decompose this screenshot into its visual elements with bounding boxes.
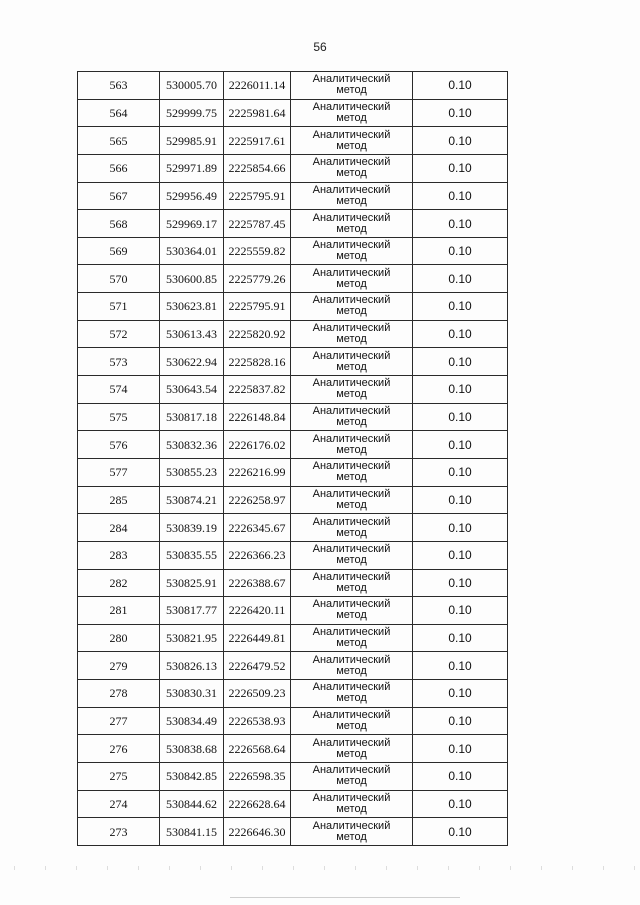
method-cell: [291, 680, 413, 708]
x-coordinate-cell: 530825.91: [160, 569, 224, 597]
y-coordinate-cell: 2226011.14: [224, 72, 291, 100]
method-cell: [291, 707, 413, 735]
method-cell: [291, 72, 413, 100]
x-coordinate-cell: 530613.43: [160, 320, 224, 348]
y-coordinate-cell: 2225828.16: [224, 348, 291, 376]
accuracy-cell: 0.10: [413, 707, 508, 735]
y-coordinate-cell: 2226598.35: [224, 763, 291, 791]
x-coordinate-cell: 530643.54: [160, 376, 224, 404]
method-label-line2: метод: [336, 692, 367, 705]
table-row: [78, 818, 508, 846]
method-label-line2: метод: [336, 609, 367, 622]
method-label-line1: Аналитический: [312, 128, 391, 141]
method-label-line2: метод: [336, 637, 367, 650]
x-coordinate-cell: 529971.89: [160, 154, 224, 182]
accuracy-cell: 0.10: [413, 652, 508, 680]
accuracy-cell: 0.10: [413, 763, 508, 791]
method-label-line1: Аналитический: [312, 598, 391, 611]
x-coordinate-cell: 529969.17: [160, 210, 224, 238]
method-label-line2: метод: [336, 830, 367, 843]
page-number: 56: [313, 40, 327, 54]
point-number-cell: 566: [78, 154, 160, 182]
method-label-line2: метод: [336, 416, 367, 428]
accuracy-cell: 0.10: [413, 597, 508, 625]
x-coordinate-cell: 530005.70: [160, 72, 224, 100]
y-coordinate-cell: 2226258.97: [224, 486, 291, 514]
x-coordinate-cell: 530622.94: [160, 348, 224, 376]
method-label-line2: метод: [336, 747, 367, 760]
method-label-line2: метод: [336, 360, 367, 373]
table-row: [78, 569, 508, 597]
point-number-cell: 568: [78, 210, 160, 238]
method-label-line1: Аналитический: [312, 266, 391, 279]
table-row: [78, 320, 508, 348]
point-number-cell: 576: [78, 431, 160, 459]
table-row: [78, 790, 508, 818]
accuracy-cell: 0.10: [413, 265, 508, 293]
method-label-line2: метод: [336, 720, 367, 733]
x-coordinate-cell: 530817.18: [160, 403, 224, 431]
method-cell: [291, 458, 413, 486]
x-coordinate-cell: 530842.85: [160, 763, 224, 791]
x-coordinate-cell: 530855.23: [160, 458, 224, 486]
table-row: [78, 735, 508, 763]
method-cell: [291, 569, 413, 597]
method-cell: [291, 265, 413, 293]
method-label-line1: Аналитический: [312, 405, 391, 417]
coordinates-table-body: [78, 72, 508, 846]
y-coordinate-cell: 2226216.99: [224, 458, 291, 486]
accuracy-cell: 0.10: [413, 237, 508, 265]
y-coordinate-cell: 2225837.82: [224, 376, 291, 404]
accuracy-cell: 0.10: [413, 320, 508, 348]
method-label-line1: Аналитический: [312, 709, 391, 722]
method-cell: [291, 790, 413, 818]
method-label-line1: Аналитический: [312, 681, 391, 694]
method-cell: [291, 735, 413, 763]
method-label-line1: Аналитический: [312, 791, 391, 804]
table-row: [78, 127, 508, 155]
x-coordinate-cell: 530600.85: [160, 265, 224, 293]
x-coordinate-cell: 530835.55: [160, 541, 224, 569]
table-row: [78, 458, 508, 486]
method-label-line2: метод: [336, 333, 367, 346]
method-label-line1: Аналитический: [312, 736, 391, 749]
method-cell: [291, 154, 413, 182]
point-number-cell: 283: [78, 541, 160, 569]
x-coordinate-cell: 530834.49: [160, 707, 224, 735]
x-coordinate-cell: 530826.13: [160, 652, 224, 680]
method-label-line2: метод: [336, 775, 367, 788]
table-row: [78, 763, 508, 791]
method-label-line2: метод: [336, 443, 367, 456]
method-label-line2: метод: [336, 498, 367, 511]
table-row: [78, 72, 508, 100]
x-coordinate-cell: 530830.31: [160, 680, 224, 708]
point-number-cell: 275: [78, 763, 160, 791]
y-coordinate-cell: 2226568.64: [224, 735, 291, 763]
point-number-cell: 274: [78, 790, 160, 818]
method-cell: [291, 182, 413, 210]
method-label-line1: Аналитический: [312, 626, 391, 639]
x-coordinate-cell: 529985.91: [160, 127, 224, 155]
accuracy-cell: 0.10: [413, 818, 508, 846]
accuracy-cell: 0.10: [413, 458, 508, 486]
method-label-line1: Аналитический: [312, 211, 391, 224]
method-label-line1: Аналитический: [312, 100, 391, 113]
point-number-cell: 563: [78, 72, 160, 100]
table-row: [78, 597, 508, 625]
y-coordinate-cell: 2226449.81: [224, 624, 291, 652]
table-row: [78, 541, 508, 569]
x-coordinate-cell: 530832.36: [160, 431, 224, 459]
y-coordinate-cell: 2226479.52: [224, 652, 291, 680]
x-coordinate-cell: 530844.62: [160, 790, 224, 818]
method-label-line2: метод: [336, 554, 367, 567]
method-label-line1: Аналитический: [312, 460, 391, 473]
accuracy-cell: 0.10: [413, 127, 508, 155]
point-number-cell: 564: [78, 99, 160, 127]
method-cell: [291, 541, 413, 569]
method-label-line2: метод: [336, 277, 367, 290]
method-label-line1: Аналитический: [312, 377, 391, 390]
method-label-line2: метод: [336, 222, 367, 235]
x-coordinate-cell: 530838.68: [160, 735, 224, 763]
y-coordinate-cell: 2226538.93: [224, 707, 291, 735]
method-label-line2: метод: [336, 194, 367, 207]
point-number-cell: 282: [78, 569, 160, 597]
y-coordinate-cell: 2226628.64: [224, 790, 291, 818]
table-row: [78, 99, 508, 127]
y-coordinate-cell: 2225981.64: [224, 99, 291, 127]
y-coordinate-cell: 2225559.82: [224, 237, 291, 265]
point-number-cell: 280: [78, 624, 160, 652]
table-row: [78, 210, 508, 238]
method-label-line2: метод: [336, 471, 367, 484]
y-coordinate-cell: 2225779.26: [224, 265, 291, 293]
method-label-line1: Аналитический: [312, 322, 391, 335]
method-cell: [291, 376, 413, 404]
accuracy-cell: 0.10: [413, 569, 508, 597]
accuracy-cell: 0.10: [413, 735, 508, 763]
method-label-line1: Аналитический: [312, 653, 391, 666]
accuracy-cell: 0.10: [413, 182, 508, 210]
accuracy-cell: 0.10: [413, 210, 508, 238]
method-cell: [291, 210, 413, 238]
accuracy-cell: 0.10: [413, 348, 508, 376]
accuracy-cell: 0.10: [413, 72, 508, 100]
x-coordinate-cell: 530364.01: [160, 237, 224, 265]
scan-noise: [0, 866, 640, 870]
method-label-line1: Аналитический: [312, 73, 391, 86]
table-row: [78, 182, 508, 210]
x-coordinate-cell: 530623.81: [160, 293, 224, 321]
method-cell: [291, 486, 413, 514]
y-coordinate-cell: 2225854.66: [224, 154, 291, 182]
method-label-line2: метод: [336, 250, 367, 263]
table-row: [78, 265, 508, 293]
x-coordinate-cell: 530821.95: [160, 624, 224, 652]
y-coordinate-cell: 2226366.23: [224, 541, 291, 569]
table-row: [78, 376, 508, 404]
accuracy-cell: 0.10: [413, 154, 508, 182]
x-coordinate-cell: 530817.77: [160, 597, 224, 625]
x-coordinate-cell: 529999.75: [160, 99, 224, 127]
point-number-cell: 284: [78, 514, 160, 542]
method-label-line2: метод: [336, 388, 367, 401]
table-row: [78, 293, 508, 321]
accuracy-cell: 0.10: [413, 680, 508, 708]
accuracy-cell: 0.10: [413, 99, 508, 127]
y-coordinate-cell: 2226388.67: [224, 569, 291, 597]
table-row: [78, 486, 508, 514]
x-coordinate-cell: 530841.15: [160, 818, 224, 846]
point-number-cell: 277: [78, 707, 160, 735]
method-label-line2: метод: [336, 305, 367, 318]
method-label-line1: Аналитический: [312, 543, 391, 556]
x-coordinate-cell: 529956.49: [160, 182, 224, 210]
method-cell: [291, 514, 413, 542]
point-number-cell: 572: [78, 320, 160, 348]
scan-edge-line: [230, 897, 460, 898]
method-cell: [291, 99, 413, 127]
point-number-cell: 281: [78, 597, 160, 625]
method-label-line2: метод: [336, 139, 367, 152]
coordinates-table: [77, 71, 508, 846]
table-row: [78, 154, 508, 182]
method-cell: [291, 127, 413, 155]
method-label-line2: метод: [336, 167, 367, 180]
point-number-cell: 276: [78, 735, 160, 763]
y-coordinate-cell: 2226420.11: [224, 597, 291, 625]
y-coordinate-cell: 2226176.02: [224, 431, 291, 459]
point-number-cell: 565: [78, 127, 160, 155]
point-number-cell: 571: [78, 293, 160, 321]
point-number-cell: 577: [78, 458, 160, 486]
accuracy-cell: 0.10: [413, 514, 508, 542]
point-number-cell: 569: [78, 237, 160, 265]
method-cell: [291, 320, 413, 348]
accuracy-cell: 0.10: [413, 790, 508, 818]
point-number-cell: 573: [78, 348, 160, 376]
table-row: [78, 680, 508, 708]
point-number-cell: 575: [78, 403, 160, 431]
table-row: [78, 237, 508, 265]
point-number-cell: 567: [78, 182, 160, 210]
y-coordinate-cell: 2225917.61: [224, 127, 291, 155]
table-row: [78, 624, 508, 652]
method-cell: [291, 237, 413, 265]
y-coordinate-cell: 2225795.91: [224, 182, 291, 210]
table-row: [78, 652, 508, 680]
y-coordinate-cell: 2226646.30: [224, 818, 291, 846]
method-cell: [291, 652, 413, 680]
y-coordinate-cell: 2225820.92: [224, 320, 291, 348]
method-label-line1: Аналитический: [312, 239, 391, 252]
method-label-line1: Аналитический: [312, 432, 391, 445]
accuracy-cell: 0.10: [413, 541, 508, 569]
method-cell: [291, 763, 413, 791]
y-coordinate-cell: 2226148.84: [224, 403, 291, 431]
x-coordinate-cell: 530839.19: [160, 514, 224, 542]
method-label-line2: метод: [336, 526, 367, 539]
method-cell: [291, 293, 413, 321]
table-row: [78, 431, 508, 459]
table-row: [78, 514, 508, 542]
accuracy-cell: 0.10: [413, 431, 508, 459]
y-coordinate-cell: 2226345.67: [224, 514, 291, 542]
method-label-line1: Аналитический: [312, 183, 391, 196]
method-cell: [291, 348, 413, 376]
table-row: [78, 707, 508, 735]
method-cell: [291, 624, 413, 652]
point-number-cell: 273: [78, 818, 160, 846]
method-label-line2: метод: [336, 111, 367, 124]
method-cell: [291, 818, 413, 846]
method-cell: [291, 597, 413, 625]
accuracy-cell: 0.10: [413, 624, 508, 652]
method-label-line2: метод: [336, 664, 367, 677]
accuracy-cell: 0.10: [413, 376, 508, 404]
accuracy-cell: 0.10: [413, 486, 508, 514]
point-number-cell: 285: [78, 486, 160, 514]
method-label-line1: Аналитический: [312, 294, 391, 307]
x-coordinate-cell: 530874.21: [160, 486, 224, 514]
accuracy-cell: 0.10: [413, 293, 508, 321]
y-coordinate-cell: 2226509.23: [224, 680, 291, 708]
method-label-line2: метод: [336, 802, 367, 815]
method-label-line1: Аналитический: [312, 487, 391, 500]
method-cell: [291, 403, 413, 431]
method-label-line1: Аналитический: [312, 349, 391, 362]
point-number-cell: 279: [78, 652, 160, 680]
point-number-cell: 278: [78, 680, 160, 708]
method-label-line1: Аналитический: [312, 570, 391, 583]
point-number-cell: 574: [78, 376, 160, 404]
method-label-line2: метод: [336, 84, 367, 97]
table-row: [78, 403, 508, 431]
y-coordinate-cell: 2225787.45: [224, 210, 291, 238]
table-row: [78, 348, 508, 376]
y-coordinate-cell: 2225795.91: [224, 293, 291, 321]
point-number-cell: 570: [78, 265, 160, 293]
method-label-line1: Аналитический: [312, 764, 391, 777]
method-label-line1: Аналитический: [312, 156, 391, 169]
method-label-line2: метод: [336, 581, 367, 594]
method-label-line1: Аналитический: [312, 819, 391, 832]
method-label-line1: Аналитический: [312, 515, 391, 528]
method-cell: [291, 431, 413, 459]
accuracy-cell: 0.10: [413, 403, 508, 431]
